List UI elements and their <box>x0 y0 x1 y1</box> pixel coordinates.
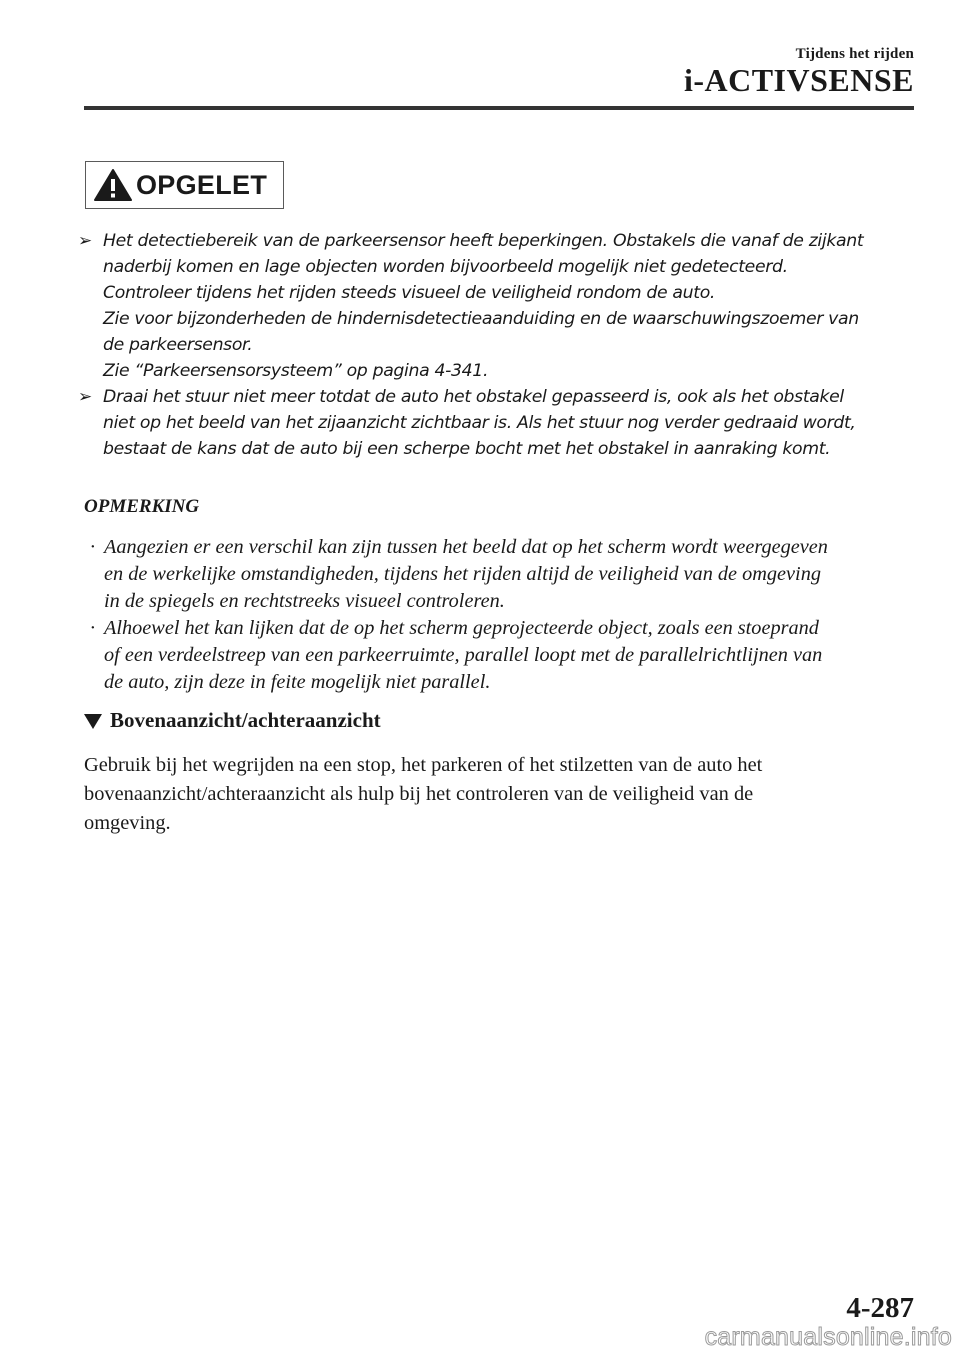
body-line: omgeving. <box>84 812 171 834</box>
caution-line: Draai het stuur niet meer totdat de auto het obstakel gepasseerd is, ook als het obstakel <box>103 387 844 407</box>
body-line: Gebruik bij het wegrijden na een stop, het parkeren of het stilzetten van de auto het <box>84 754 763 776</box>
section-body <box>84 751 884 838</box>
note-item <box>84 534 914 615</box>
page-number: 4-287 <box>846 1292 914 1324</box>
warning-triangle-icon <box>93 168 133 202</box>
header-title: i-ACTIVSENSE <box>683 62 914 98</box>
section-heading-text: Bovenaanzicht/achteraanzicht <box>110 708 381 732</box>
arrowhead-bullet-icon: ➢ <box>78 231 92 251</box>
note-line: en de werkelijke omstandigheden, tijdens het rijden altijd de veiligheid van de omgeving <box>104 563 821 585</box>
note-line: de auto, zijn deze in feite mogelijk niet parallel. <box>104 671 491 693</box>
caution-line: bestaat de kans dat de auto bij een scherpe bocht met het obstakel in aanraking komt. <box>103 439 831 459</box>
watermark: carmanualsonline.info <box>704 1323 952 1351</box>
caution-line: Het detectiebereik van de parkeersensor heeft beperkingen. Obstakels die vanaf de zijkant <box>103 231 864 251</box>
arrowhead-bullet-icon: ➢ <box>78 387 92 407</box>
note-line: in de spiegels en rechtstreeks visueel controleren. <box>104 590 505 612</box>
body-line: bovenaanzicht/achteraanzicht als hulp bij het controleren van de veiligheid van de <box>84 783 754 805</box>
caution-item <box>78 228 918 384</box>
caution-line: de parkeersensor. <box>103 335 253 355</box>
caution-item <box>78 384 918 462</box>
section-heading <box>84 708 381 733</box>
caution-line: niet op het beeld van het zijaanzicht zichtbaar is. Als het stuur nog verder gedraaid wordt, <box>103 413 856 433</box>
note-item <box>84 615 914 696</box>
header-rule <box>84 106 914 110</box>
note-list <box>84 534 914 696</box>
down-triangle-icon <box>84 714 102 729</box>
note-line: Alhoewel het kan lijken dat de op het scherm geprojecteerde object, zoals een stoeprand <box>104 617 819 639</box>
dot-bullet-icon: · <box>90 617 96 639</box>
note-line: of een verdeelstreep van een parkeerruimte, parallel loopt met de parallelrichtlijnen van <box>104 644 823 666</box>
note-line: Aangezien er een verschil kan zijn tussen het beeld dat op het scherm wordt weergegeven <box>104 536 828 558</box>
caution-line: Zie voor bijzonderheden de hindernisdetectieaanduiding en de waarschuwingszoemer van <box>103 309 859 329</box>
caution-label: OPGELET <box>136 169 268 200</box>
caution-box <box>85 161 284 209</box>
caution-list <box>78 228 918 462</box>
dot-bullet-icon: · <box>90 536 96 558</box>
note-heading: OPMERKING <box>84 496 200 517</box>
header-section-label: Tijdens het rijden <box>795 46 914 62</box>
caution-line: Controleer tijdens het rijden steeds visueel de veiligheid rondom de auto. <box>103 283 716 303</box>
caution-line: Zie “Parkeersensorsysteem” op pagina 4-341. <box>103 361 489 381</box>
caution-line: naderbij komen en lage objecten worden bijvoorbeeld mogelijk niet gedetecteerd. <box>103 257 788 277</box>
